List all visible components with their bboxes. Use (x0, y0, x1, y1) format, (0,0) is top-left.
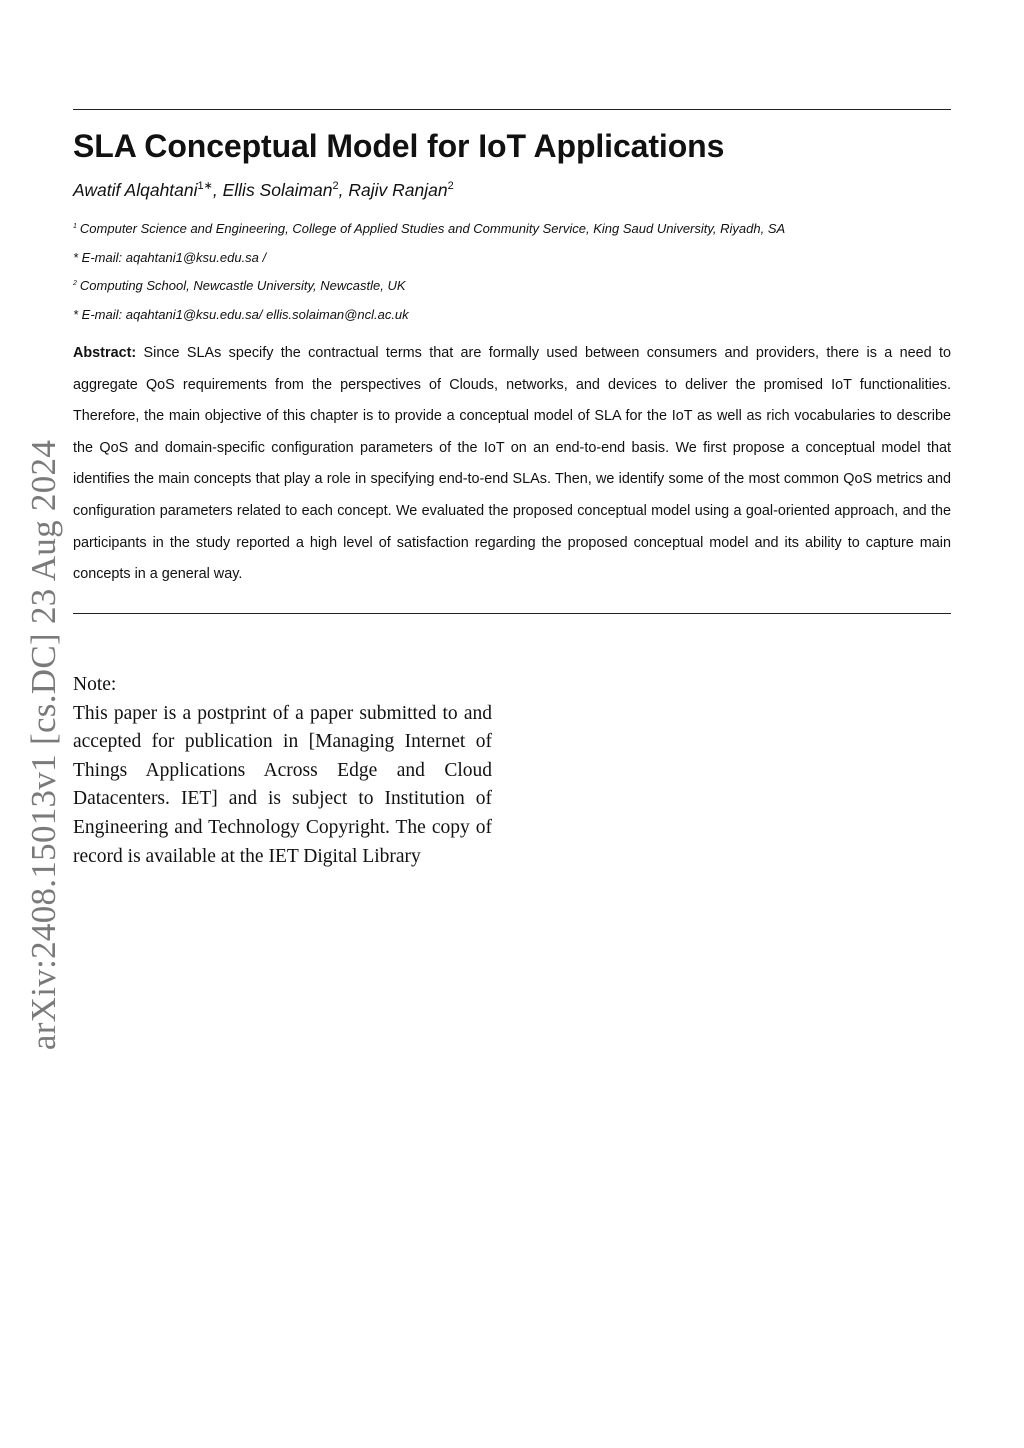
abstract-text: Since SLAs specify the contractual terms that are formally used between consumers and providers, there is a need to aggregate QoS requirements from the perspectives of Clouds, networks, and devices to deliver the promised IoT functionalities. Therefore, the main objective of this chapter is to provide a conceptual model of SLA for the IoT as well as rich vocabularies to describe the QoS and domain-specific configuration parameters of the IoT on an end-to-end basis. We first propose a conceptual model that identifies the main concepts that play a role in specifying end-to-end SLAs. Then, we identify some of the most common QoS metrics and configuration parameters related to each concept. We evaluated the proposed conceptual model using a goal-oriented approach, and the participants in the study reported a high level of satisfaction regarding the proposed conceptual model and its ability to capture main concepts in a general way. (73, 345, 951, 583)
author-list (73, 180, 454, 201)
email-line (73, 250, 266, 265)
author-name: Awatif Alqahtani (73, 180, 198, 200)
arxiv-stamp: arXiv:2408.15013v1 [cs.DC] 23 Aug 2024 (24, 439, 63, 1051)
note-label: Note: (73, 674, 117, 695)
affiliation-line (73, 278, 406, 293)
email-line (73, 307, 409, 322)
author-name: Ellis Solaiman (222, 180, 333, 200)
author-affiliation-mark: 2 (447, 180, 454, 192)
abstract (73, 338, 951, 591)
abstract-rule (73, 613, 951, 614)
note-text: This paper is a postprint of a paper submitted to and accepted for publication in [Managing Internet of Things Applications Across Edge and Cloud Datacenters. IET] and is subject to Institution of Engineering and Technology Copyright. The copy of record is available at the IET Digital Library (73, 702, 492, 867)
email-text: * E-mail: aqahtani1@ksu.edu.sa / (73, 250, 267, 265)
author-separator: , (212, 180, 223, 200)
affiliation-mark: 1 (73, 223, 77, 230)
affiliation-mark: 2 (73, 280, 77, 287)
email-text: * E-mail: aqahtani1@ksu.edu.sa/ ellis.solaiman@ncl.ac.uk (73, 307, 409, 322)
author-affiliation-mark: 2 (332, 180, 339, 192)
affiliation-text: Computer Science and Engineering, College of Applied Studies and Community Service, King Saud University, Riyadh, SA (79, 221, 786, 236)
postprint-note (73, 671, 492, 871)
author-name: Rajiv Ranjan (348, 180, 448, 200)
header-rule (73, 109, 951, 110)
author-separator: , (338, 180, 349, 200)
affiliation-line (73, 221, 785, 236)
author-affiliation-mark: 1∗ (197, 180, 213, 192)
affiliation-text: Computing School, Newcastle University, Newcastle, UK (79, 278, 406, 293)
paper-title: SLA Conceptual Model for IoT Applications (73, 128, 725, 164)
abstract-label: Abstract: (73, 345, 137, 361)
